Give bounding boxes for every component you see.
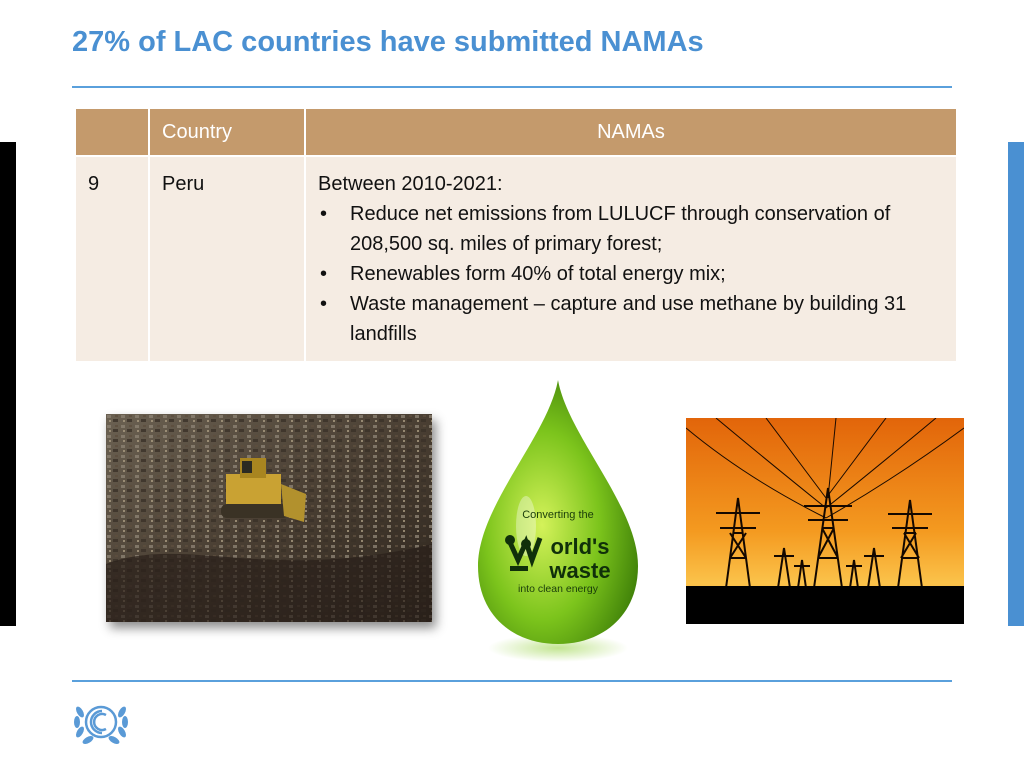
namas-bullet: • Waste management – capture and use methane by building 31 landfills	[318, 289, 944, 349]
header-number	[76, 109, 149, 156]
drop-text-line1: Converting the	[522, 509, 594, 521]
row-number: 9	[76, 156, 149, 361]
top-divider	[72, 86, 952, 88]
unfccc-logo-icon	[68, 698, 134, 750]
bottom-divider	[72, 680, 952, 682]
power-lines-illustration	[686, 418, 964, 624]
row-country: Peru	[149, 156, 305, 361]
right-accent-bar	[1008, 142, 1024, 626]
namas-table	[76, 109, 956, 361]
landfill-illustration	[106, 414, 432, 622]
drop-text-line2: orld's	[550, 534, 610, 559]
slide-title: 27% of LAC countries have submitted NAMAs	[72, 26, 704, 58]
power-lines-photo	[686, 418, 964, 624]
namas-bullet-list	[318, 199, 944, 349]
namas-intro: Between 2010-2021:	[318, 173, 503, 195]
waste-energy-drop	[470, 376, 646, 666]
row-namas	[305, 156, 956, 361]
table-row	[76, 156, 956, 361]
namas-bullet: • Renewables form 40% of total energy mix;	[318, 259, 944, 289]
header-namas: NAMAs	[305, 109, 956, 156]
header-country: Country	[149, 109, 305, 156]
drop-text-line3: waste	[549, 558, 611, 583]
drop-illustration	[470, 376, 646, 666]
namas-bullet: • Reduce net emissions from LULUCF through conservation of 208,500 sq. miles of primary forest;	[318, 199, 944, 259]
table-header-row	[76, 109, 956, 156]
drop-text-line4: into clean energy	[518, 583, 598, 595]
left-accent-bar	[0, 142, 16, 626]
landfill-photo	[106, 414, 432, 622]
